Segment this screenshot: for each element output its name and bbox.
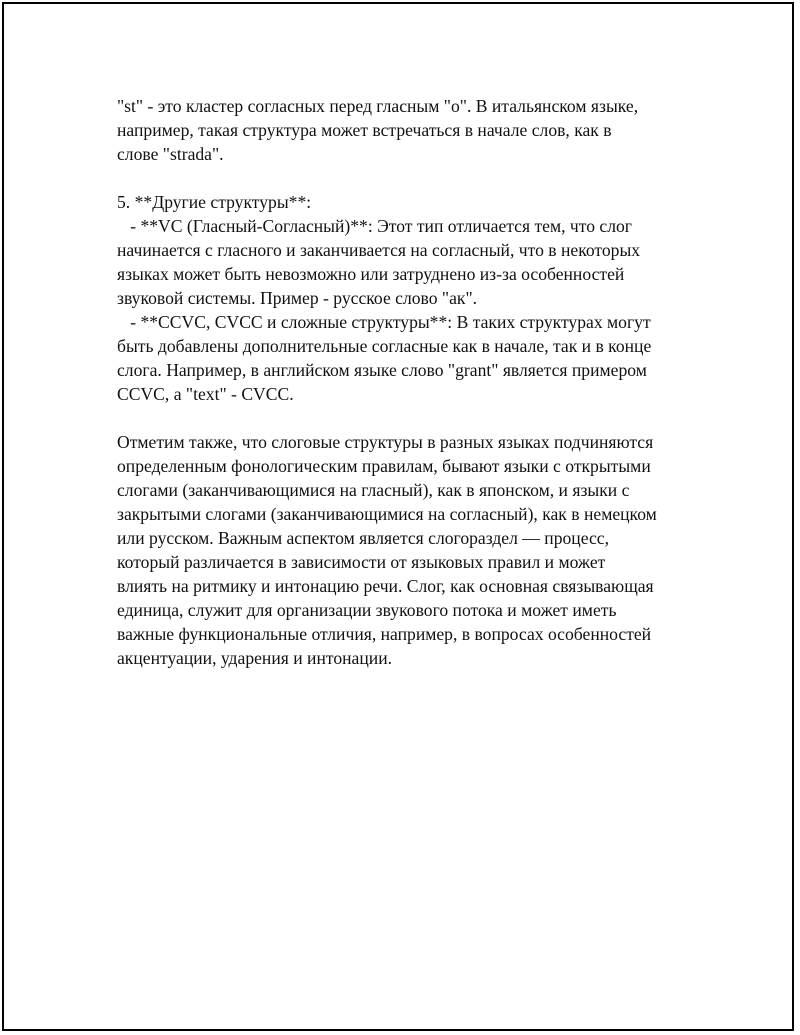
text-line: влиять на ритмику и интонацию речи. Слог, как основная связывающая (117, 576, 654, 596)
text-line: важные функциональные отличия, например, в вопросах особенностей (117, 624, 652, 644)
paragraph-syllable-st (117, 94, 717, 166)
text-line: слогами (заканчивающимися на гласный), как в японском, и языки с (117, 480, 630, 500)
text-line: закрытыми слогами (заканчивающимися на согласный), как в немецком (117, 504, 657, 524)
text-line: "st" - это кластер согласных перед гласным "о". В итальянском языке, (117, 96, 639, 116)
paragraph-gap (117, 406, 717, 430)
text-line: единица, служит для организации звукового потока и может иметь (117, 600, 617, 620)
text-line: начинается с гласного и заканчивается на согласный, что в некоторых (117, 240, 641, 260)
text-line: Отметим также, что слоговые структуры в разных языках подчиняются (117, 432, 654, 452)
paragraph-conclusion (117, 430, 717, 670)
text-line: слога. Например, в английском языке слово "grant" является примером (117, 360, 647, 380)
list-item-ccvc: - **CCVC, CVCC и сложные структуры**: В таких структурах могут (117, 312, 651, 332)
text-line: определенным фонологическим правилам, бывают языки с открытыми (117, 456, 651, 476)
text-line: CCVC, а "text" - CVCC. (117, 384, 294, 404)
paragraph-other-structures (117, 190, 717, 406)
document-body (117, 94, 717, 670)
text-line: который различается в зависимости от языковых правил и может (117, 552, 606, 572)
text-line: например, такая структура может встречаться в начале слов, как в (117, 120, 612, 140)
text-line: языках может быть невозможно или затруднено из-за особенностей (117, 264, 625, 284)
section-heading: 5. **Другие структуры**: (117, 192, 312, 212)
text-line: или русском. Важным аспектом является слогораздел — процесс, (117, 528, 609, 548)
text-line: слове "strada". (117, 144, 224, 164)
text-line: звуковой системы. Пример - русское слово "ак". (117, 288, 478, 308)
list-item-vc: - **VC (Гласный-Согласный)**: Этот тип отличается тем, что слог (117, 216, 632, 236)
text-line: быть добавлены дополнительные согласные как в начале, так и в конце (117, 336, 652, 356)
paragraph-gap (117, 166, 717, 190)
text-line: акцентуации, ударения и интонации. (117, 648, 393, 668)
